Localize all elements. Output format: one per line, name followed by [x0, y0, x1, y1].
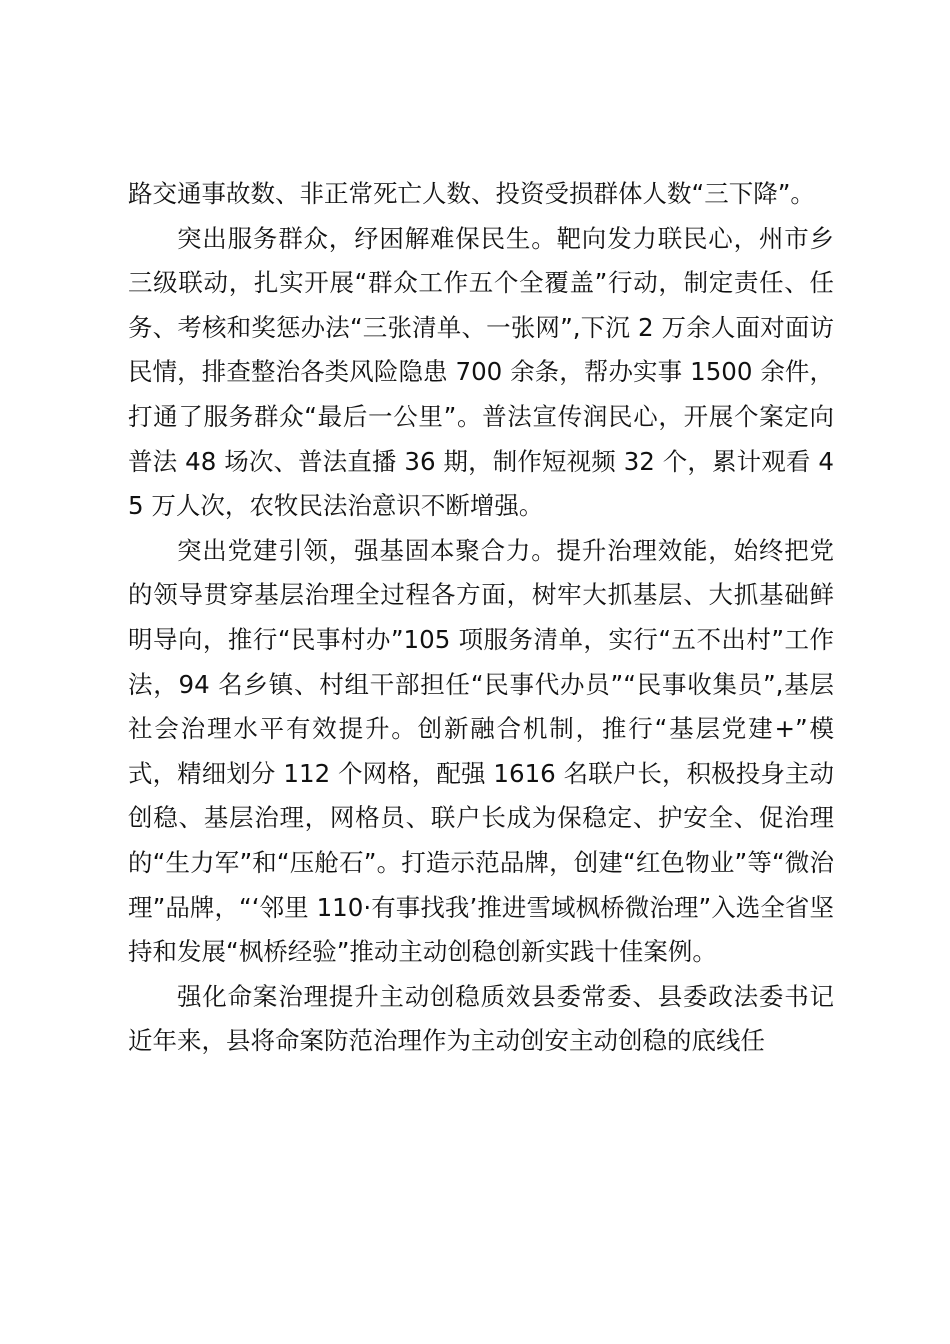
paragraph-homicide-governance: 强化命案治理提升主动创稳质效县委常委、县委政法委书记近年来，县将命案防范治理作为主动创安主动创稳的底线任 — [128, 981, 834, 1056]
paragraph-serve-masses: 突出服务群众，纾困解难保民生。靶向发力联民心，州市乡三级联动，扎实开展“群众工作五个全覆盖”行动，制定责任、任务、考核和奖惩办法“三张清单、一张网”,下沉 2 万余人面对面访民情，排查整治各类风险隐患 700 余条，帮办实事 1500 余件，打通了服务群众“最后一公里”。普法宣传润民心，开展个案定向普法 48 场次、普法直播 36 期，制作短视频 32 个，累计观看 45 万人次，农牧民法治意识不断增强。 — [128, 223, 834, 521]
paragraph-continuation: 路交通事故数、非正常死亡人数、投资受损群体人数“三下降”。 — [128, 179, 815, 208]
paragraph-party-building: 突出党建引领，强基固本聚合力。提升治理效能，始终把党的领导贯穿基层治理全过程各方面，树牢大抓基层、大抓基础鲜明导向，推行“民事村办”105 项服务清单，实行“五不出村”工作法，94 名乡镇、村组干部担任“民事代办员”“民事收集员”,基层社会治理水平有效提升。创新融合机制，推行“基层党建+”模式，精细划分 112 个网格，配强 1616 名联户长，积极投身主动创稳、基层治理，网格员、联户长成为保稳定、护安全、促治理的“生力军”和“压舱石”。打造示范品牌，创建“红色物业”等“微治理”品牌，“‘邻里 110·有事找我’推进雪域枫桥微治理”入选全省坚持和发展“枫桥经验”推动主动创稳创新实践十佳案例。 — [128, 535, 834, 967]
document-body — [128, 172, 834, 1064]
